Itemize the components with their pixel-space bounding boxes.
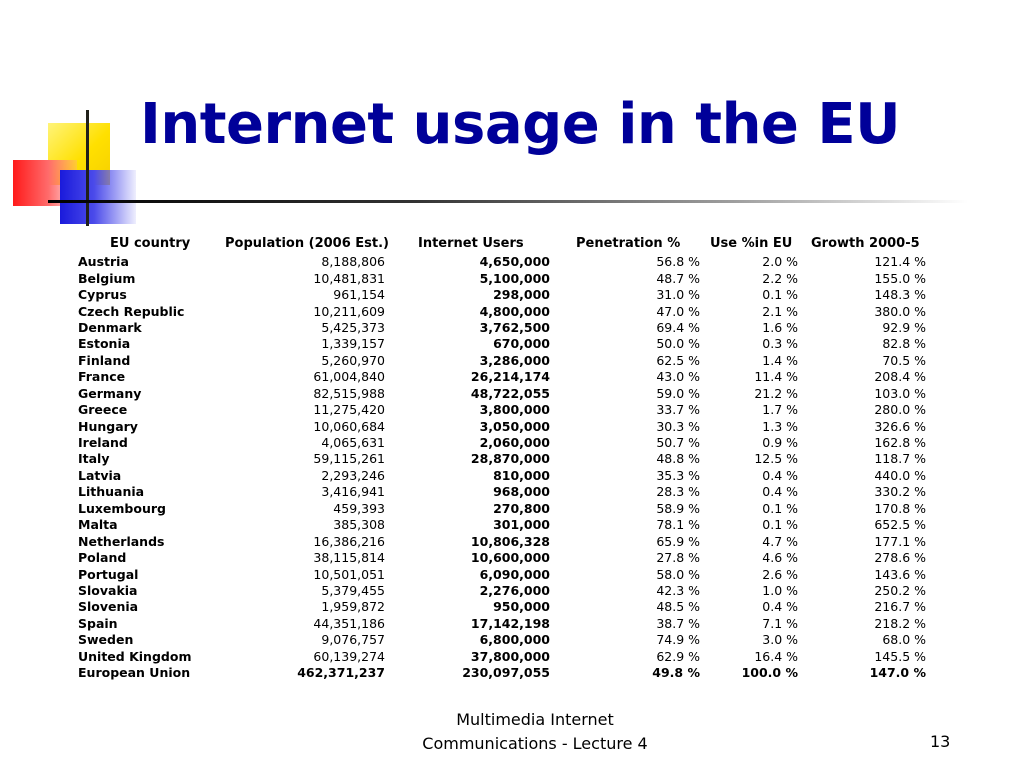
- table-cell: 42.3 %: [656, 582, 700, 598]
- table-cell: 69.4 %: [656, 319, 700, 335]
- table-cell: 30.3 %: [656, 418, 700, 434]
- internet-usage-table: [78, 254, 926, 681]
- table-cell: 1.6 %: [762, 319, 798, 335]
- title-underline: [48, 200, 968, 203]
- table-row: [78, 517, 926, 533]
- table-cell: 92.9 %: [882, 319, 926, 335]
- table-cell: 3,050,000: [479, 418, 550, 434]
- table-cell: 10,600,000: [470, 550, 550, 566]
- table-cell: 16.4 %: [754, 648, 798, 664]
- table-row: [78, 303, 926, 319]
- table-cell: Luxembourg: [78, 500, 166, 516]
- decor-vertical-line: [86, 110, 89, 226]
- table-cell: 28.3 %: [656, 484, 700, 500]
- table-row: [78, 320, 926, 336]
- table-cell: 10,481,831: [313, 270, 385, 286]
- table-cell: 49.8 %: [652, 665, 700, 681]
- table-cell: 31.0 %: [656, 287, 700, 303]
- table-cell: 6,090,000: [479, 566, 550, 582]
- table-cell: 380.0 %: [874, 303, 926, 319]
- table-row: [78, 566, 926, 582]
- table-row: [78, 435, 926, 451]
- table-cell: 26,214,174: [470, 369, 550, 385]
- footer-line-2: Communications - Lecture 4: [422, 734, 648, 753]
- table-cell: 950,000: [493, 599, 550, 615]
- table-row: [78, 599, 926, 615]
- table-cell: 50.7 %: [656, 435, 700, 451]
- table-cell: Greece: [78, 402, 128, 418]
- table-cell: France: [78, 369, 126, 385]
- table-cell: Estonia: [78, 336, 131, 352]
- table-cell: 35.3 %: [656, 467, 700, 483]
- slide-number: 13: [930, 732, 951, 751]
- col-header-internet-users: Internet Users: [418, 236, 524, 251]
- table-cell: 16,386,216: [313, 533, 385, 549]
- table-cell: 330.2 %: [874, 484, 926, 500]
- table-cell: 37,800,000: [470, 648, 550, 664]
- col-header-use-in-eu: Use %in EU: [710, 236, 793, 251]
- table-cell: Malta: [78, 517, 118, 533]
- table-row: [78, 649, 926, 665]
- table-cell: 250.2 %: [874, 582, 926, 598]
- table-cell: 78.1 %: [656, 517, 700, 533]
- table-cell: 68.0 %: [882, 632, 926, 648]
- table-cell: 162.8 %: [874, 435, 926, 451]
- table-cell: Germany: [78, 385, 142, 401]
- col-header-country: EU country: [110, 236, 191, 251]
- table-cell: 1.4 %: [762, 352, 798, 368]
- col-header-penetration: Penetration %: [576, 236, 681, 251]
- table-cell: 0.9 %: [762, 435, 798, 451]
- table-cell: 1.3 %: [762, 418, 798, 434]
- table-cell: 3,286,000: [479, 352, 550, 368]
- table-cell: 118.7 %: [874, 451, 926, 467]
- table-cell: 44,351,186: [313, 615, 385, 631]
- table-cell: 208.4 %: [874, 369, 926, 385]
- table-cell: 3.0 %: [762, 632, 798, 648]
- table-cell: 462,371,237: [297, 665, 385, 681]
- slide-title: Internet usage in the EU: [140, 92, 901, 157]
- table-row: [78, 369, 926, 385]
- table-cell: European Union: [78, 665, 191, 681]
- table-cell: 28,870,000: [470, 451, 550, 467]
- table-cell: 147.0 %: [869, 665, 926, 681]
- table-cell: Slovakia: [78, 582, 138, 598]
- table-cell: 33.7 %: [656, 402, 700, 418]
- table-cell: Netherlands: [78, 533, 165, 549]
- table-cell: 61,004,840: [313, 369, 385, 385]
- table-row: [78, 501, 926, 517]
- table-cell: 170.8 %: [874, 500, 926, 516]
- table-cell: 4.6 %: [762, 550, 798, 566]
- table-cell: 82,515,988: [313, 385, 385, 401]
- table-cell: 47.0 %: [656, 303, 700, 319]
- table-cell: 5,260,970: [321, 352, 385, 368]
- table-cell: 5,425,373: [321, 319, 385, 335]
- table-row: [78, 583, 926, 599]
- table-cell: Latvia: [78, 467, 122, 483]
- col-header-population: Population (2006 Est.): [225, 236, 389, 251]
- table-cell: 0.4 %: [762, 467, 798, 483]
- table-cell: 21.2 %: [754, 385, 798, 401]
- table-cell: 143.6 %: [874, 566, 926, 582]
- table-cell: 3,800,000: [479, 402, 550, 418]
- table-row: [78, 402, 926, 418]
- table-cell: 301,000: [493, 517, 550, 533]
- table-cell: 74.9 %: [656, 632, 700, 648]
- decor-blue-square: [60, 170, 136, 224]
- table-row: [78, 336, 926, 352]
- table-cell: Hungary: [78, 418, 138, 434]
- table-cell: 810,000: [493, 467, 550, 483]
- table-cell: 2.1 %: [762, 303, 798, 319]
- table-cell: 48,722,055: [470, 385, 550, 401]
- table-total-row: [78, 665, 926, 681]
- table-cell: Ireland: [78, 435, 128, 451]
- table-cell: 1.0 %: [762, 582, 798, 598]
- table-cell: 4,065,631: [321, 435, 385, 451]
- table-cell: 56.8 %: [656, 254, 700, 270]
- footer-line-1: Multimedia Internet: [456, 710, 614, 729]
- table-cell: 145.5 %: [874, 648, 926, 664]
- table-cell: 5,100,000: [479, 270, 550, 286]
- table-cell: 459,393: [333, 500, 385, 516]
- table-cell: 440.0 %: [874, 467, 926, 483]
- table-cell: 60,139,274: [313, 648, 385, 664]
- table-cell: 38.7 %: [656, 615, 700, 631]
- table-cell: 10,211,609: [313, 303, 385, 319]
- table-cell: Sweden: [78, 632, 134, 648]
- table-cell: Finland: [78, 352, 131, 368]
- table-cell: 48.7 %: [656, 270, 700, 286]
- table-cell: 2.0 %: [762, 254, 798, 270]
- table-cell: 38,115,814: [313, 550, 385, 566]
- table-cell: 1,959,872: [321, 599, 385, 615]
- table-cell: 11.4 %: [754, 369, 798, 385]
- table-cell: Czech Republic: [78, 303, 185, 319]
- table-row: [78, 616, 926, 632]
- table-cell: 326.6 %: [874, 418, 926, 434]
- table-cell: 58.0 %: [656, 566, 700, 582]
- table-cell: 17,142,198: [470, 615, 550, 631]
- table-row: [78, 468, 926, 484]
- table-cell: 8,188,806: [321, 254, 385, 270]
- table-cell: 278.6 %: [874, 550, 926, 566]
- table-cell: 218.2 %: [874, 615, 926, 631]
- table-cell: Slovenia: [78, 599, 139, 615]
- table-row: [78, 270, 926, 286]
- table-cell: 270,800: [493, 500, 550, 516]
- table-row: [78, 632, 926, 648]
- table-cell: Cyprus: [78, 287, 127, 303]
- table-cell: 4,800,000: [479, 303, 550, 319]
- table-cell: 0.3 %: [762, 336, 798, 352]
- table-cell: 65.9 %: [656, 533, 700, 549]
- table-cell: 100.0 %: [741, 665, 798, 681]
- table-cell: 59.0 %: [656, 385, 700, 401]
- table-cell: 0.1 %: [762, 517, 798, 533]
- table-cell: 0.4 %: [762, 484, 798, 500]
- table-cell: 12.5 %: [754, 451, 798, 467]
- table-cell: 10,060,684: [313, 418, 385, 434]
- table-cell: 2.2 %: [762, 270, 798, 286]
- table-cell: 27.8 %: [656, 550, 700, 566]
- table-cell: 58.9 %: [656, 500, 700, 516]
- table-cell: 2,060,000: [479, 435, 550, 451]
- table-cell: 7.1 %: [762, 615, 798, 631]
- table-cell: 62.9 %: [656, 648, 700, 664]
- table-row: [78, 550, 926, 566]
- table-cell: Portugal: [78, 566, 139, 582]
- table-cell: 4.7 %: [762, 533, 798, 549]
- slide-footer: [390, 708, 680, 756]
- col-header-growth: Growth 2000-5: [811, 236, 920, 251]
- table-cell: 298,000: [493, 287, 550, 303]
- table-row: [78, 484, 926, 500]
- table-cell: Spain: [78, 615, 118, 631]
- table-cell: 148.3 %: [874, 287, 926, 303]
- table-cell: 968,000: [493, 484, 550, 500]
- table-cell: 70.5 %: [882, 352, 926, 368]
- table-cell: Austria: [78, 254, 129, 270]
- table-cell: 10,806,328: [470, 533, 550, 549]
- table-cell: 62.5 %: [656, 352, 700, 368]
- table-cell: 3,416,941: [321, 484, 385, 500]
- table-cell: 652.5 %: [874, 517, 926, 533]
- table-row: [78, 353, 926, 369]
- table-cell: 216.7 %: [874, 599, 926, 615]
- table-cell: 6,800,000: [479, 632, 550, 648]
- table-row: [78, 451, 926, 467]
- table-cell: 4,650,000: [479, 254, 550, 270]
- table-cell: 2.6 %: [762, 566, 798, 582]
- table-cell: 82.8 %: [882, 336, 926, 352]
- table-cell: 9,076,757: [321, 632, 385, 648]
- table-cell: 2,276,000: [479, 582, 550, 598]
- table-cell: 385,308: [333, 517, 385, 533]
- table-cell: 2,293,246: [321, 467, 385, 483]
- table-cell: 155.0 %: [874, 270, 926, 286]
- table-cell: Denmark: [78, 319, 142, 335]
- table-cell: 0.4 %: [762, 599, 798, 615]
- table-cell: Lithuania: [78, 484, 145, 500]
- table-cell: 3,762,500: [479, 319, 550, 335]
- table-cell: 0.1 %: [762, 500, 798, 516]
- table-cell: Belgium: [78, 270, 136, 286]
- table-cell: 103.0 %: [874, 385, 926, 401]
- table-cell: United Kingdom: [78, 648, 192, 664]
- table-cell: 230,097,055: [462, 665, 550, 681]
- table-cell: 10,501,051: [313, 566, 385, 582]
- table-cell: 48.8 %: [656, 451, 700, 467]
- table-cell: 5,379,455: [321, 582, 385, 598]
- table-row: [78, 254, 926, 270]
- table-cell: 177.1 %: [874, 533, 926, 549]
- table-cell: 1,339,157: [321, 336, 385, 352]
- table-cell: 43.0 %: [656, 369, 700, 385]
- table-cell: 59,115,261: [313, 451, 385, 467]
- table-row: [78, 287, 926, 303]
- table-cell: 0.1 %: [762, 287, 798, 303]
- table-row: [78, 418, 926, 434]
- table-cell: 280.0 %: [874, 402, 926, 418]
- table-cell: 121.4 %: [874, 254, 926, 270]
- table-cell: 1.7 %: [762, 402, 798, 418]
- table-cell: 48.5 %: [656, 599, 700, 615]
- table-cell: Poland: [78, 550, 127, 566]
- table-row: [78, 533, 926, 549]
- table-cell: 50.0 %: [656, 336, 700, 352]
- table-cell: Italy: [78, 451, 110, 467]
- table-cell: 961,154: [333, 287, 385, 303]
- table-row: [78, 386, 926, 402]
- table-cell: 670,000: [493, 336, 550, 352]
- table-cell: 11,275,420: [313, 402, 385, 418]
